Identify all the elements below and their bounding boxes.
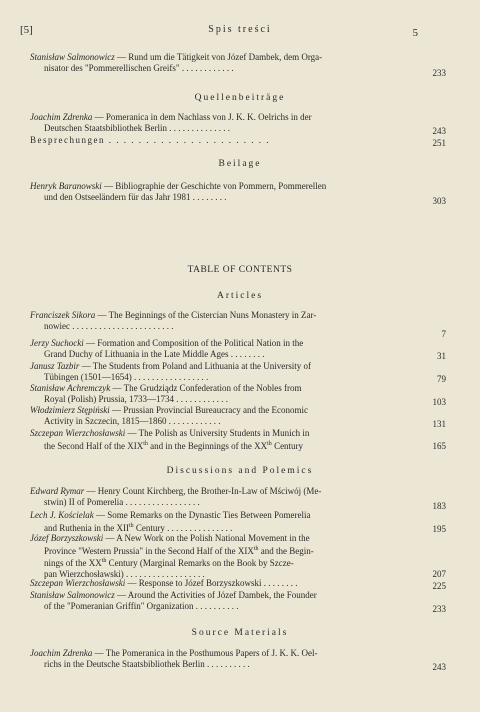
section-heading: Discussions and Polemics	[166, 466, 314, 476]
toc-entry	[30, 112, 400, 133]
entry-title: — The Polish as University Students in Munich in	[125, 428, 310, 438]
section-heading: Beilage	[218, 159, 262, 169]
entry-page: 79	[437, 374, 446, 384]
entry-page: 131	[432, 419, 446, 429]
running-title: Spis treści	[208, 24, 272, 35]
section-heading: Articles	[216, 291, 264, 301]
entry-author: Józef Borzyszkowski	[30, 533, 104, 543]
entry-title: — Prussian Provincial Bureaucracy and the Economic	[109, 405, 308, 415]
page-number: 5	[412, 27, 418, 39]
entry-title-cont: pan Wierzchosławski) . . . . . . . . . . . . . . . . . .	[44, 568, 205, 579]
entry-page: 165	[432, 441, 446, 451]
entry-author: Edward Rymar	[30, 486, 85, 496]
entry-page: 207	[432, 569, 446, 579]
toc-entry	[30, 135, 400, 146]
entry-title: — A New Work on the Polish National Movement in the	[103, 533, 310, 543]
toc-entry	[30, 383, 400, 404]
toc-entry	[30, 648, 400, 669]
toc-entry	[30, 405, 400, 426]
entry-title: — The Students from Poland and Lithuania at the University of	[79, 361, 311, 371]
entry-title-cont: Activity in Szczecin, 1815—1860 . . . . . . . . . . . .	[44, 415, 221, 426]
toc-entry	[30, 590, 400, 611]
entry-author: Joachim Zdrenka	[30, 648, 93, 658]
entry-page: 183	[432, 501, 446, 511]
entry-title-cont: of the "Pomeranian Griffin" Organization . . . . . . . . . .	[44, 600, 239, 611]
entry-author: Stanisław Salmonowicz	[30, 590, 115, 600]
entry-title: — Formation and Composition of the Political Nation in the	[83, 338, 304, 348]
entry-page: 303	[432, 196, 446, 206]
entry-author: Szczepan Wierzchosławski	[30, 578, 126, 588]
toc-entry	[30, 578, 400, 589]
toc-title: TABLE OF CONTENTS	[187, 265, 293, 275]
entry-title-cont: nowiec . . . . . . . . . . . . . . . . . . . . . . .	[44, 320, 174, 331]
entry-title-cont: Tübingen (1501—1654) . . . . . . . . . . . . . . . . .	[44, 371, 209, 382]
entry-title: — Around the Activities of Józef Dambek, the Founder	[114, 590, 317, 600]
entry-author: Jerzy Suchocki	[30, 338, 84, 348]
entry-title-cont: Deutschen Staatsbibliothek Berlin . . . . . . . . . . . . . .	[44, 122, 230, 133]
entry-title: — Bibliographie der Geschichte von Pommern, Pommerellen	[101, 181, 327, 191]
entry-title-cont: Grand Duchy of Lithuania in the Late Middle Ages . . . . . . . .	[44, 348, 265, 359]
entry-title: — Rund um die Tätigkeit von Józef Dambek, dem Orga-	[114, 52, 323, 62]
entry-author: Stanisław Salmonowicz	[30, 52, 115, 62]
section-heading: Quellenbeiträge	[194, 93, 286, 103]
entry-title: — Response to Józef Borzyszkowski . . . . . . . .	[125, 578, 298, 588]
toc-entry	[30, 510, 400, 533]
entry-author: Lech J. Kościelak	[30, 510, 94, 520]
entry-title-cont: nisator des "Pommerellischen Greifs" . . . . . . . . . . . .	[44, 62, 234, 73]
entry-title-cont: Province "Western Prussia" in the Second Half of the XIXth and the Begin-	[44, 545, 314, 556]
entry-page: 195	[432, 524, 446, 534]
entry-page: 7	[441, 329, 446, 339]
entry-page: 225	[432, 581, 446, 591]
section-heading: Source Materials	[191, 628, 289, 638]
entry-title-cont: stwin) II of Pomerelia . . . . . . . . . . . . . . . . .	[44, 496, 200, 507]
entry-author: Szczepan Wierzchosławski	[30, 428, 126, 438]
entry-title-cont: and Ruthenia in the XIIth Century . . . . . . . . . . . . . . .	[44, 522, 233, 533]
page-marker: [5]	[20, 24, 33, 36]
entry-page: 243	[432, 126, 446, 136]
entry-title: — The Grudziądz Confederation of the Nobles from	[110, 383, 302, 393]
toc-entry	[30, 52, 400, 73]
entry-author: Janusz Tazbir	[30, 361, 80, 371]
entry-page: 31	[437, 351, 446, 361]
entry-author: Włodzimierz Stępiński	[30, 405, 110, 415]
entry-page: 233	[432, 68, 446, 78]
entry-title-cont: richs in the Deutsche Staatsbibliothek Berlin . . . . . . . . . .	[44, 658, 250, 669]
entry-title: Besprechungen . . . . . . . . . . . . . . . . . . . . . .	[30, 135, 270, 145]
entry-title: — Some Remarks on the Dynastic Ties Between Pomerelia	[93, 510, 311, 520]
entry-author: Stanisław Achremczyk	[30, 383, 111, 393]
entry-author: Franciszek Sikora	[30, 310, 96, 320]
toc-entry	[30, 310, 400, 331]
toc-entry	[30, 428, 400, 451]
entry-author: Henryk Baranowski	[30, 181, 102, 191]
entry-page: 103	[432, 397, 446, 407]
toc-entry	[30, 486, 400, 507]
entry-page: 251	[432, 138, 446, 148]
entry-author: Joachim Zdrenka	[30, 112, 93, 122]
entry-title-cont: the Second Half of the XIXth and in the Beginnings of the XXth Century	[44, 440, 304, 451]
entry-title-cont: nings of the XXth Century (Marginal Remarks on the Book by Szcze-	[44, 558, 294, 568]
entry-title: — The Beginnings of the Cistercian Nuns Monastery in Zar-	[95, 310, 317, 320]
entry-page: 233	[432, 604, 446, 614]
toc-entry	[30, 338, 400, 359]
toc-entry	[30, 533, 400, 579]
toc-entry	[30, 181, 400, 202]
entry-title-cont: Royal (Polish) Prussia, 1733—1734 . . . . . . . . . . . .	[44, 393, 229, 404]
entry-title: — Henry Count Kirchberg, the Brother-In-Law of Mściwój (Me-	[84, 486, 322, 496]
entry-page: 243	[432, 662, 446, 672]
entry-title: — Pomeranica in dem Nachlass von J. K. K. Oelrichs in der	[92, 112, 312, 122]
entry-title-cont: und den Ostseeländern für das Jahr 1981 . . . . . . . .	[44, 191, 227, 202]
entry-title: — The Pomeranica in the Posthumous Papers of J. K. K. Oel-	[92, 648, 318, 658]
toc-entry	[30, 361, 400, 382]
